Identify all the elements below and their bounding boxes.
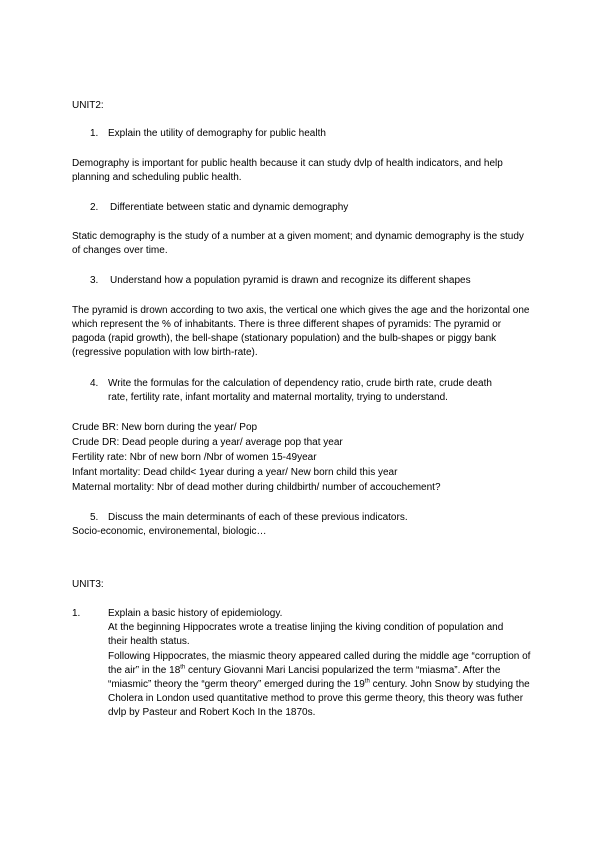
formula-maternal-mortality: Maternal mortality: Nbr of dead mother during childbirth/ number of accouchement? — [72, 482, 441, 493]
unit3-answer-1-paragraph-1: At the beginning Hippocrates wrote a treatise linjing the kiving condition of population and their health status. — [108, 622, 504, 647]
question-number: 1. — [90, 128, 99, 139]
unit2-answer-2: Static demography is the study of a number at a given moment; and dynamic demography is the study of changes over time. — [72, 231, 524, 256]
paragraph-text: century. John Snow by studying the Cholera in London used quantitative method to prove this germe theory, this theory was futher dvlp by Pasteur and Robert Koch In the 1870s. — [108, 679, 530, 718]
question-text: Explain a basic history of epidemiology. — [108, 608, 283, 619]
question-text: Discuss the main determinants of each of these previous indicators. — [108, 512, 408, 523]
question-text: Write the formulas for the calculation of dependency ratio, crude birth rate, crude death rate, fertility rate, infant mortality and maternal mortality, trying to understand. — [108, 378, 492, 403]
unit3-title: UNIT3: — [72, 579, 104, 590]
superscript: th — [364, 678, 370, 685]
unit2-answer-1: Demography is important for public health because it can study dvlp of health indicators, and help planning and scheduling public health. — [72, 158, 503, 183]
unit2-answer-3: The pyramid is drown according to two axis, the vertical one which gives the age and the horizontal one which represent the % of inhabitants. There is three different shapes of pyramids: The pyramid or pagoda (rapid growth), the bell-shape (stationary population) and the bulb-shapes or piggy bank (regressive population with low birth-rate). — [72, 305, 530, 358]
question-number: 2. — [90, 202, 99, 213]
unit2-answer-5: Socio-economic, environemental, biologic… — [72, 526, 267, 537]
question-text: Differentiate between static and dynamic demography — [110, 202, 349, 213]
formula-crude-birth-rate: Crude BR: New born during the year/ Pop — [72, 422, 258, 433]
paragraph-text: century Giovanni Mari Lancisi popularized the term “miasma”. After the “miasmic” theory the “germ theory” emerged during the 19 — [108, 665, 501, 690]
formula-fertility-rate: Fertility rate: Nbr of new born /Nbr of women 15-49year — [72, 452, 317, 463]
unit2-title: UNIT2: — [72, 100, 104, 111]
question-number: 1. — [72, 608, 81, 619]
question-number: 4. — [90, 378, 99, 389]
question-text: Explain the utility of demography for public health — [108, 128, 326, 139]
superscript: th — [180, 664, 186, 671]
paragraph-text: Following Hippocrates, the miasmic theory appeared called during the middle age “corruption of the air” in the 18 — [108, 651, 531, 676]
question-number: 5. — [90, 512, 99, 523]
formula-infant-mortality: Infant mortality: Dead child< 1year during a year/ New born child this year — [72, 467, 398, 478]
question-number: 3. — [90, 275, 99, 286]
formula-crude-death-rate: Crude DR: Dead people during a year/ average pop that year — [72, 437, 343, 448]
question-text: Understand how a population pyramid is drawn and recognize its different shapes — [110, 275, 471, 286]
unit3-answer-1-paragraph-2 — [108, 650, 533, 720]
